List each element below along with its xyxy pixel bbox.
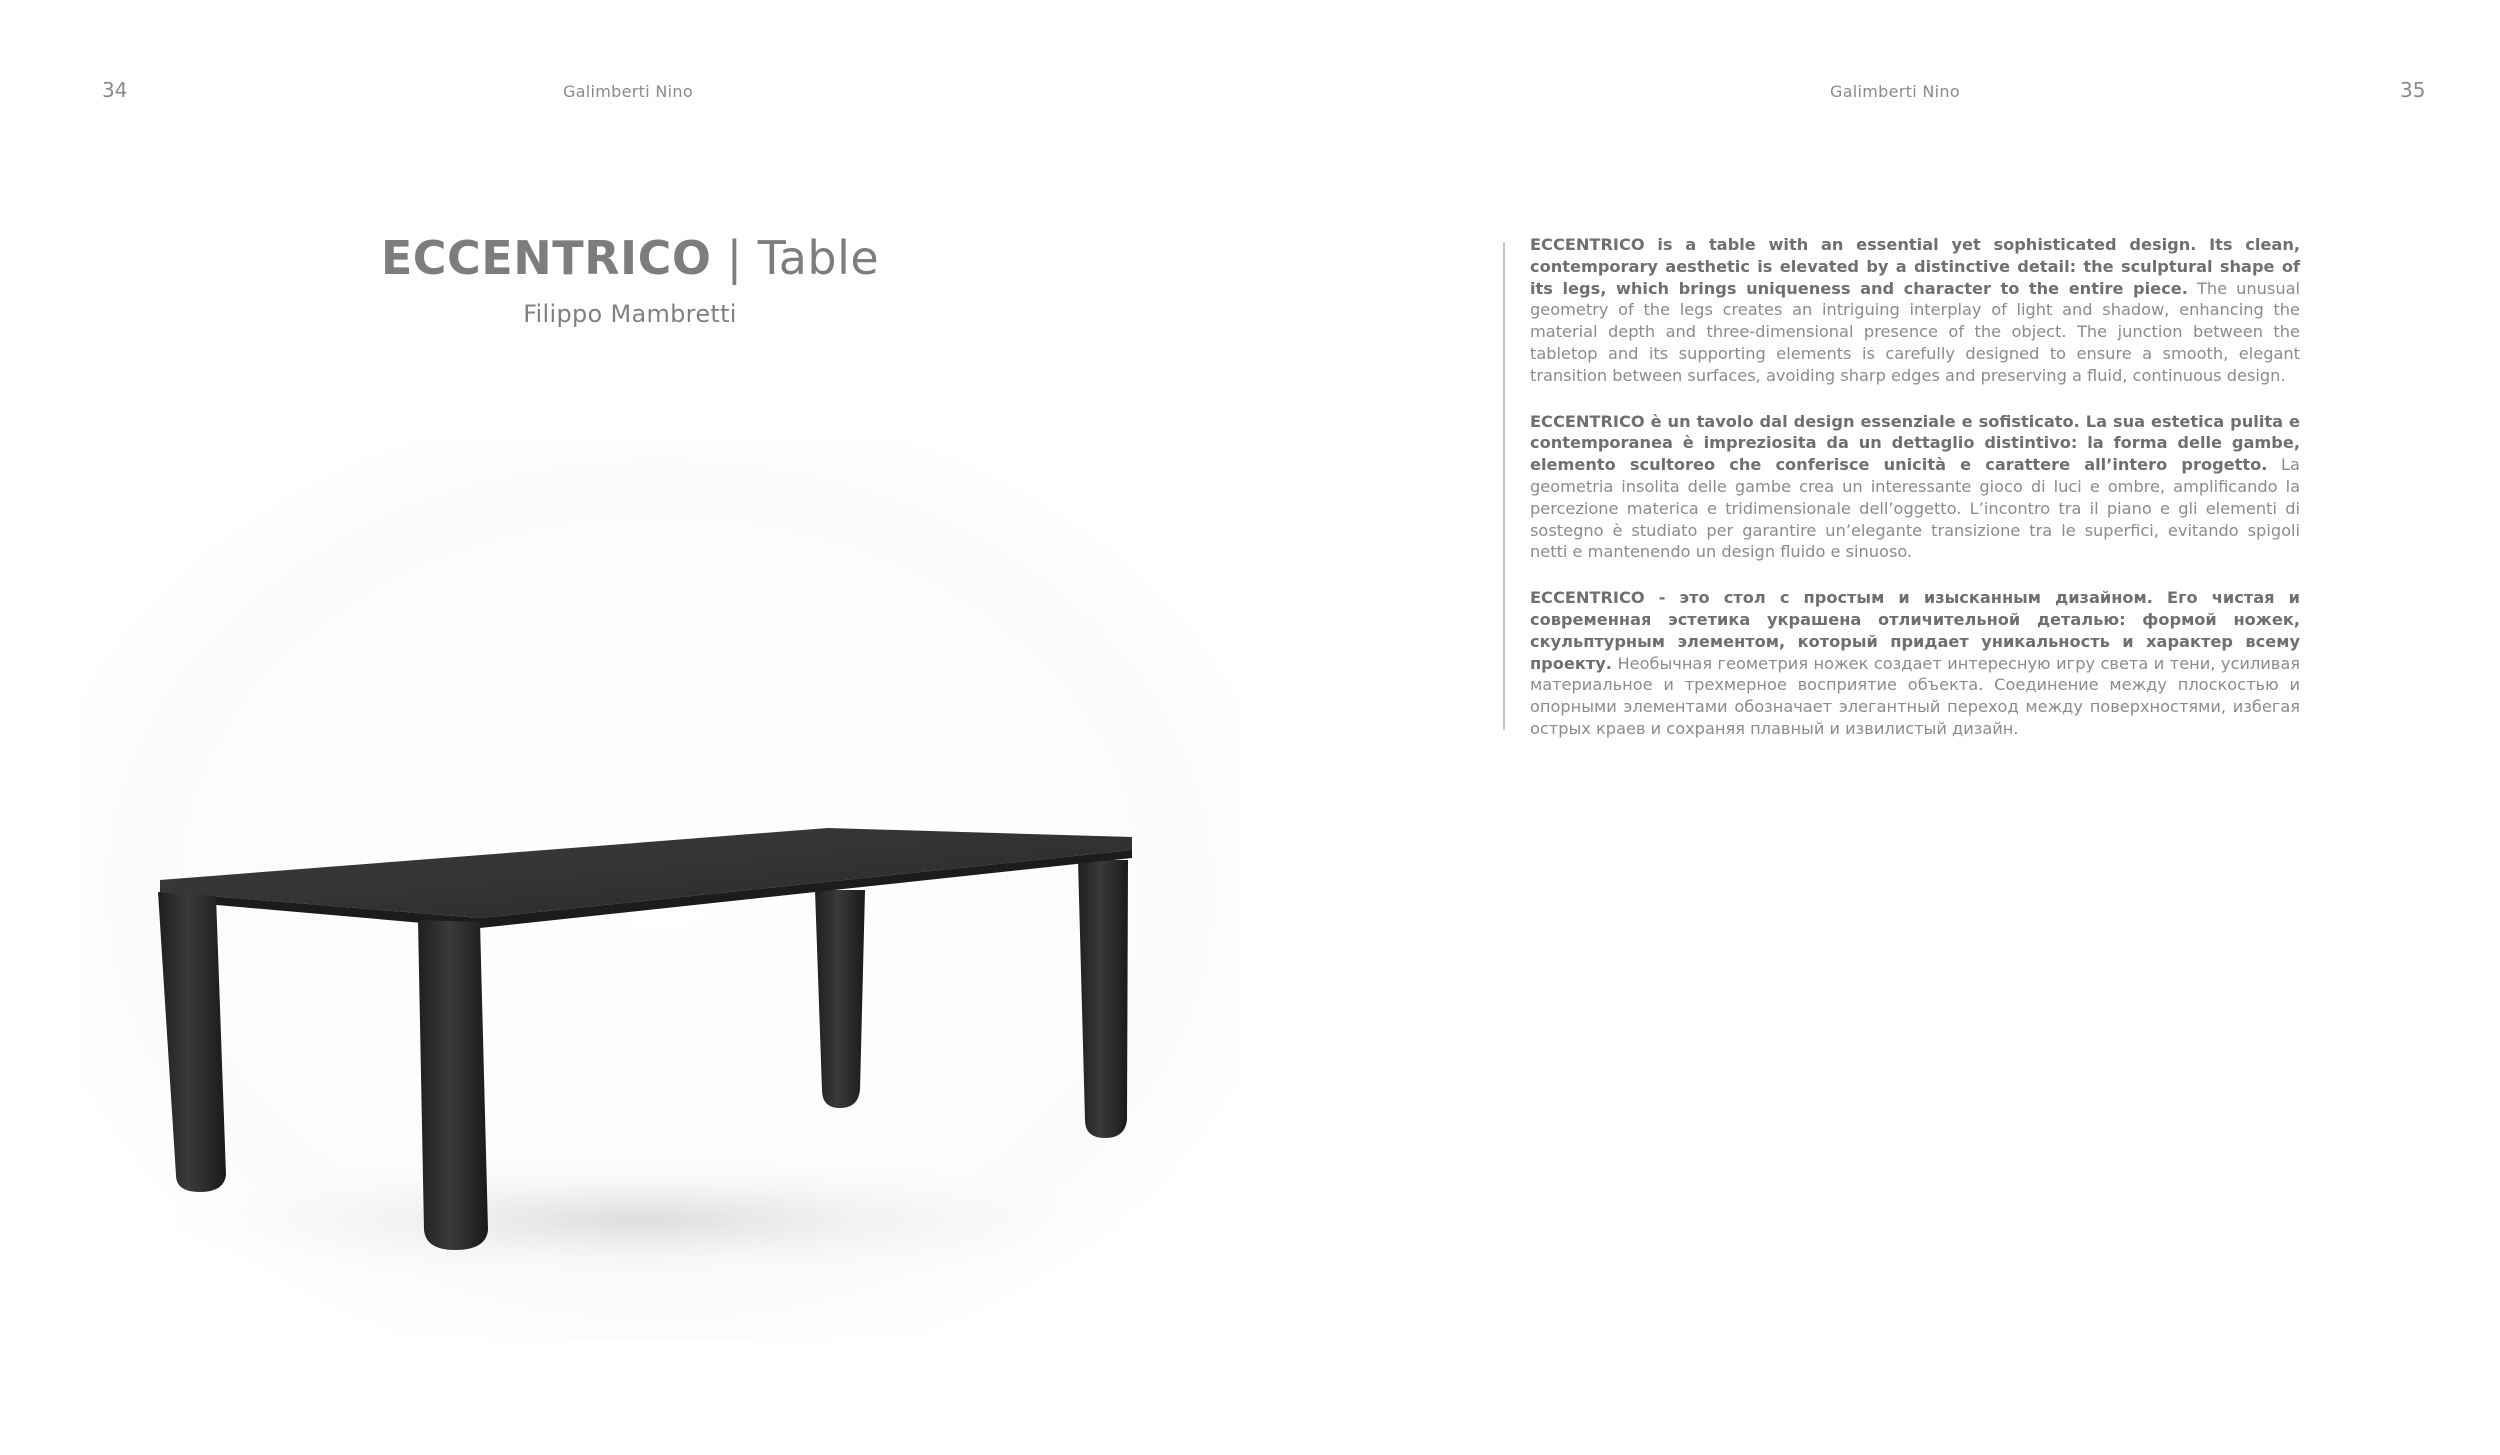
product-title-block xyxy=(0,228,1260,328)
product-title xyxy=(0,228,1260,288)
description-en xyxy=(1530,234,2300,387)
description-it-lead: ECCENTRICO è un tavolo dal design essenziale e sofisticato. La sua estetica pulita e contemporanea è impreziosita da un dettaglio distintivo: la forma delle gambe, elemento scultoreo che conferisce unicità e carattere all’intero progetto. xyxy=(1530,411,2300,475)
description-it-body: La geometria insolita delle gambe crea un interessante gioco di luci e ombre, amplificando la percezione materica e tridimensionale dell’oggetto. L’incontro tra il piano e gli elementi di sostegno è studiato per garantire un’elegante transizione tra le superfici, evitando spigoli netti e mantenendo un design fluido e sinuoso. xyxy=(1530,455,2300,562)
title-separator: | xyxy=(726,231,743,285)
product-type: Table xyxy=(757,231,880,285)
description-ru xyxy=(1530,587,2300,740)
table-photo-icon xyxy=(80,440,1240,1340)
page-number-left: 34 xyxy=(102,78,128,102)
product-name: ECCENTRICO xyxy=(380,231,712,285)
header-brand-right: Galimberti Nino xyxy=(1830,82,1960,101)
description-en-lead: ECCENTRICO is a table with an essential yet sophisticated design. Its clean, contemporary aesthetic is elevated by a distinctive detail: the sculptural shape of its legs, which brings uniqueness and character to the entire piece. xyxy=(1530,235,2300,298)
description-en-body: The unusual geometry of the legs creates an intriguing interplay of light and shadow, enhancing the material depth and three-dimensional presence of the object. The junction between the tabletop and its supporting elements is carefully designed to ensure a smooth, elegant transition between surfaces, avoiding sharp edges and preserving a fluid, continuous design. xyxy=(1530,278,2301,385)
column-divider xyxy=(1503,242,1505,730)
description-ru-lead: ECCENTRICO - это стол с простым и изысканным дизайном. Его чистая и современная эстетика украшена отличительной деталью: формой ножек, скульптурным элементом, который придает уникальность и характер всему проекту. xyxy=(1530,588,2300,673)
description-it xyxy=(1530,411,2300,564)
description-column xyxy=(1530,234,2300,764)
description-ru-body: Необычная геометрия ножек создает интересную игру света и тени, усиливая материальное и трехмерное восприятие объекта. Соединение между плоскостью и опорными элементами обозначает элегантный переход между поверхностями, избегая острых краев и сохраняя плавный и извилистый дизайн. xyxy=(1530,653,2300,738)
designer-name: Filippo Mambretti xyxy=(523,300,737,328)
header-brand-left: Galimberti Nino xyxy=(563,82,693,101)
page-number-right: 35 xyxy=(2400,78,2426,102)
